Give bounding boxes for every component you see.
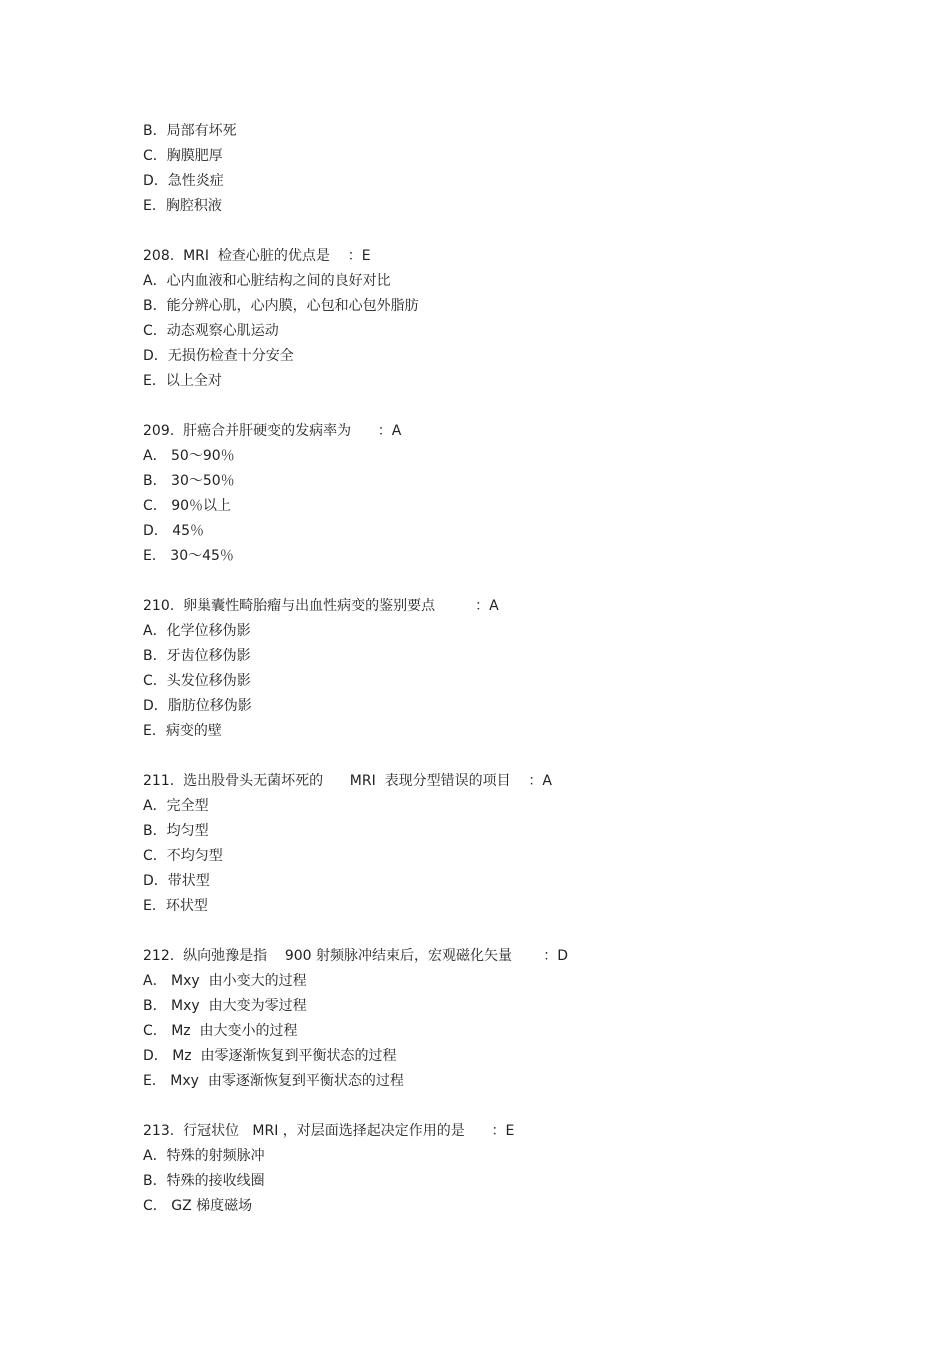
option-line: E． 30～45％ (143, 548, 234, 564)
option-line: E．以上全对 (143, 373, 222, 389)
spacer (143, 394, 843, 419)
question-210 (143, 594, 843, 744)
option-line: E．胸腔积液 (143, 198, 222, 214)
option-line: B． Mxy 由大变为零过程 (143, 998, 307, 1014)
option-line: D．带状型 (143, 873, 210, 889)
spacer (143, 1094, 843, 1119)
option-line: C． 90％以上 (143, 498, 232, 514)
option-line: B．特殊的接收线圈 (143, 1173, 265, 1189)
spacer (143, 219, 843, 244)
option-line: C．动态观察心肌运动 (143, 323, 279, 339)
question-211 (143, 769, 843, 919)
option-line: A． 50～90％ (143, 448, 235, 464)
option-line: E．环状型 (143, 898, 208, 914)
option-line: A．完全型 (143, 798, 209, 814)
question-stem: 211. 选出股骨头无菌坏死的 MRI 表现分型错误的项目 ：A (143, 773, 552, 789)
option-line: D．无损伤检查十分安全 (143, 348, 294, 364)
question-209 (143, 419, 843, 569)
option-line: D． Mz 由零逐渐恢复到平衡状态的过程 (143, 1048, 397, 1064)
carryover-options (143, 119, 843, 219)
question-stem: 210. 卵巢囊性畸胎瘤与出血性病变的鉴别要点 ：A (143, 598, 499, 614)
option-line: C． GZ 梯度磁场 (143, 1198, 253, 1214)
option-line: C．胸膜肥厚 (143, 148, 223, 164)
option-line: D． 45％ (143, 523, 205, 539)
question-stem: 213. 行冠状位 MRI ，对层面选择起决定作用的是 ：E (143, 1123, 515, 1139)
option-line: B．牙齿位移伪影 (143, 648, 251, 664)
spacer (143, 744, 843, 769)
question-208 (143, 244, 843, 394)
option-line: A．化学位移伪影 (143, 623, 251, 639)
option-line: C．头发位移伪影 (143, 673, 251, 689)
option-line: E． Mxy 由零逐渐恢复到平衡状态的过程 (143, 1073, 404, 1089)
option-line: B．局部有坏死 (143, 123, 237, 139)
option-line: D．急性炎症 (143, 173, 224, 189)
spacer (143, 569, 843, 594)
option-line: B．能分辨心肌，心内膜，心包和心包外脂肪 (143, 298, 419, 314)
spacer (143, 919, 843, 944)
question-stem: 208. MRI 检查心脏的优点是 ：E (143, 248, 371, 264)
question-213 (143, 1119, 843, 1219)
option-line: A．心内血液和心脏结构之间的良好对比 (143, 273, 391, 289)
question-stem: 212. 纵向弛豫是指 900 射频脉冲结束后，宏观磁化矢量 ：D (143, 948, 568, 964)
question-212 (143, 944, 843, 1094)
option-line: E．病变的壁 (143, 723, 222, 739)
option-line: A． Mxy 由小变大的过程 (143, 973, 307, 989)
option-line: C． Mz 由大变小的过程 (143, 1023, 298, 1039)
option-line: B． 30～50％ (143, 473, 235, 489)
option-line: C．不均匀型 (143, 848, 223, 864)
document-body (143, 119, 843, 1219)
option-line: B．均匀型 (143, 823, 209, 839)
question-stem: 209. 肝癌合并肝硬变的发病率为 ：A (143, 423, 402, 439)
option-line: D．脂肪位移伪影 (143, 698, 252, 714)
option-line: A．特殊的射频脉冲 (143, 1148, 265, 1164)
